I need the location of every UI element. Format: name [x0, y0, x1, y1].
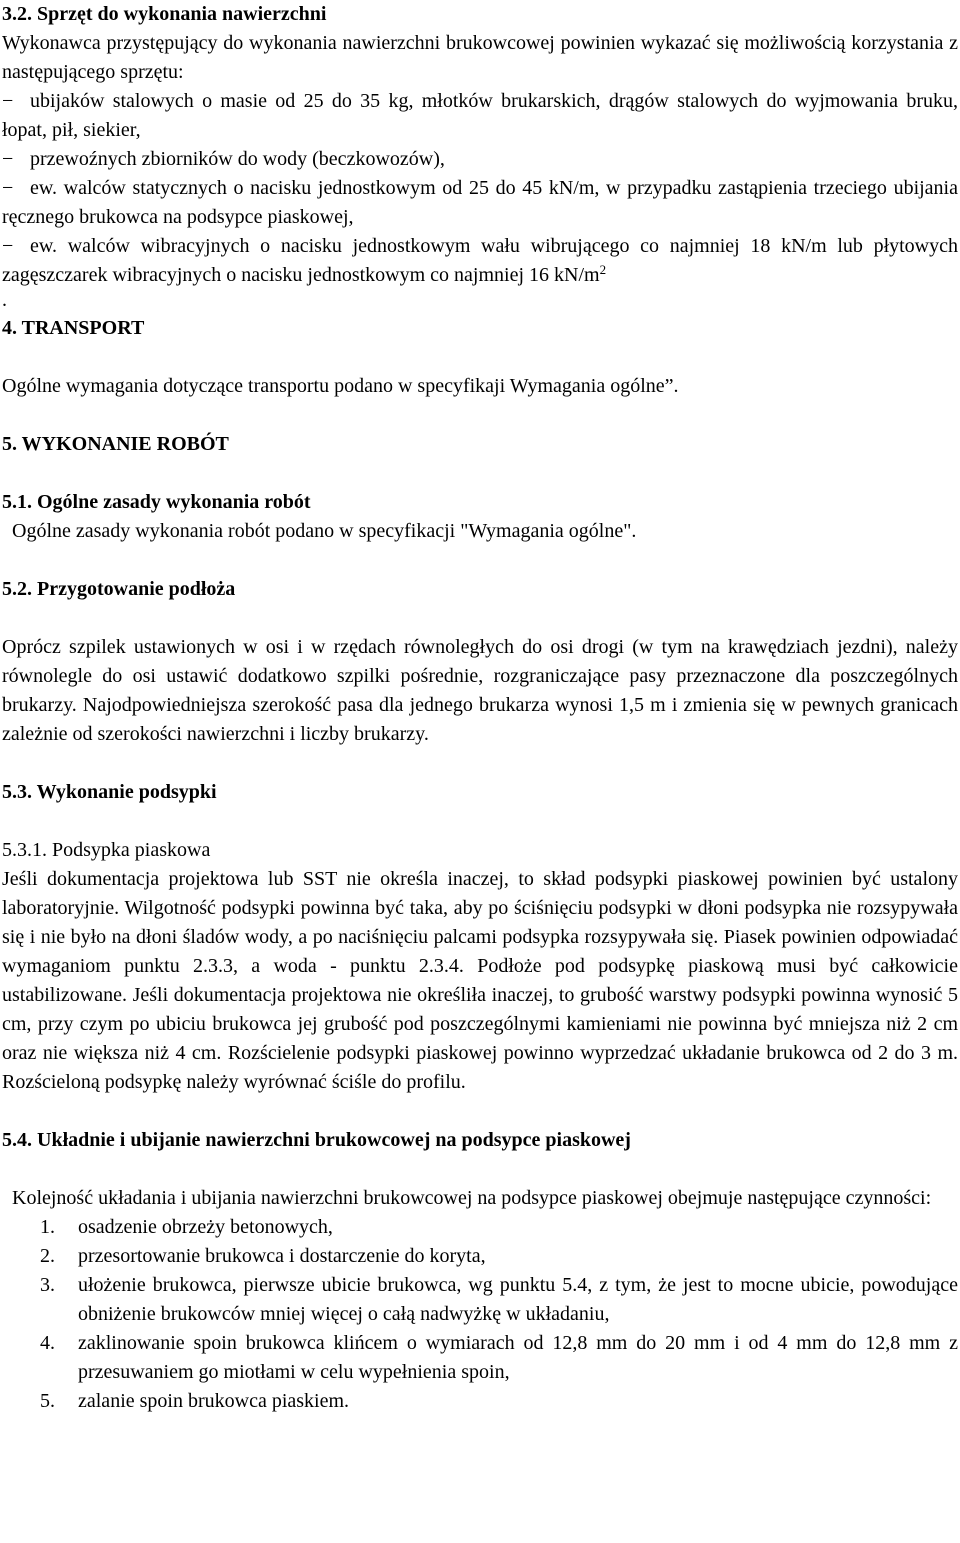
paragraph-subgrade: Oprócz szpilek ustawionych w osi i w rzędach równoległych do osi drogi (w tym na krawędziach jezdni), należy równolegle do osi ustawić dodatkowo szpilki pośrednie, rozgraniczające pasy przeznaczone dla poszczególnych brukarzy. Najodpowiedniejsza szerokość pasa dla jednego brukarza wynosi 1,5 m i zmienia się w pewnych granicach zależnie od szerokości nawierzchni i liczby brukarzy.: [2, 636, 958, 745]
list-item: [2, 1271, 958, 1329]
equipment-item: [2, 145, 958, 174]
step-number: 1.: [40, 1216, 55, 1238]
equipment-item-text: ubijaków stalowych o masie od 25 do 35 kg, młotków brukarskich, drągów stalowych do wyjmowania bruku, łopat, pił, siekier,: [2, 90, 958, 141]
equipment-item: [2, 87, 958, 145]
step-number: 3.: [40, 1274, 55, 1296]
step-text: zalanie spoin brukowca piaskiem.: [78, 1390, 350, 1412]
dash-bullet: −: [2, 90, 14, 112]
spacer: [2, 546, 958, 575]
equipment-item: [2, 232, 958, 290]
heading-5: 5. WYKONANIE ROBÓT: [2, 433, 229, 455]
equipment-item-text: ew. walców statycznych o nacisku jednostkowym od 25 do 45 kN/m, w przypadku zastąpienia trzeciego ubijania ręcznego brukowca na podsypce piaskowej,: [2, 177, 958, 228]
superscript: 2: [599, 262, 607, 277]
steps-list: [2, 1213, 958, 1416]
dash-bullet: −: [2, 148, 14, 170]
list-item: [2, 1213, 958, 1242]
equipment-item-text: przewoźnych zbiorników do wody (beczkowozów),: [30, 148, 445, 170]
heading-5-2: 5.2. Przygotowanie podłoża: [2, 578, 236, 600]
step-text: zaklinowanie spoin brukowca klińcem o wymiarach od 12,8 mm do 20 mm i od 4 mm do 12,8 mm z przesuwaniem go miotłami w celu wypełnienia spoin,: [78, 1332, 958, 1383]
step-text: ułożenie brukowca, pierwsze ubicie brukowca, wg punktu 5.4, z tym, że jest to mocne ubicie, powodujące obniżenie brukowców mniej więcej o całą nadwyżkę w układaniu,: [78, 1274, 958, 1325]
step-number: 5.: [40, 1390, 55, 1412]
paragraph-general-rules: Ogólne zasady wykonania robót podano w specyfikacji "Wymagania ogólne".: [12, 520, 637, 542]
spacer: [2, 401, 958, 430]
paragraph-transport: Ogólne wymagania dotyczące transportu podano w specyfikaji Wymagania ogólne”.: [2, 375, 679, 397]
dash-bullet: −: [2, 177, 14, 199]
dash-bullet: −: [2, 235, 14, 257]
step-number: 4.: [40, 1332, 55, 1354]
heading-3-2: 3.2. Sprzęt do wykonania nawierzchni: [2, 3, 327, 25]
paragraph-laying-intro: Kolejność układania i ubijania nawierzchni brukowcowej na podsypce piaskowej obejmuje następujące czynności:: [12, 1187, 932, 1209]
heading-4: 4. TRANSPORT: [2, 317, 145, 339]
heading-5-4: 5.4. Układnie i ubijanie nawierzchni brukowcowej na podsypce piaskowej: [2, 1129, 631, 1151]
paragraph-equipment-intro: Wykonawca przystępujący do wykonania nawierzchni brukowcowej powinien wykazać się możliwością korzystania z następującego sprzętu:: [2, 32, 958, 83]
spacer: [2, 343, 958, 372]
spacer: [2, 749, 958, 778]
list-item: [2, 1387, 958, 1416]
step-number: 2.: [40, 1245, 55, 1267]
trailing-dot: .: [2, 289, 7, 311]
spacer: [2, 604, 958, 633]
spacer: [2, 1097, 958, 1126]
list-item: [2, 1329, 958, 1387]
paragraph-sand-bedding: Jeśli dokumentacja projektowa lub SST nie określa inaczej, to skład podsypki piaskowej powinien być ustalony laboratoryjnie. Wilgotność podsypki powinna być taka, aby po ściśnięciu podsypki w dłoni podsypka nie rozsypywała się i nie było na dłoni śladów wody, a po naciśnięciu palcami podsypka rozsypywała się. Piasek powinien odpowiadać wymaganiom punktu 2.3.3, a woda - punktu 2.3.4. Podłoże pod podsypkę piaskową musi być całkowicie ustabilizowane. Jeśli dokumentacja projektowa nie określiła inaczej, to grubość warstwy podsypki powinna wynosić 5 cm, przy czym po ubiciu brukowca jej grubość pod poszczególnymi kamieniami nie powinna być mniejsza niż 2 cm oraz nie większa niż 4 cm. Rozścielenie podsypki piaskowej powinno wyprzedzać układanie brukowca od 2 do 3 m. Rozścieloną podsypkę należy wyrównać ściśle do profilu.: [2, 868, 958, 1093]
spacer: [2, 1155, 958, 1184]
spacer: [2, 807, 958, 836]
equipment-item: [2, 174, 958, 232]
heading-5-3: 5.3. Wykonanie podsypki: [2, 781, 217, 803]
heading-5-1: 5.1. Ogólne zasady wykonania robót: [2, 491, 311, 513]
list-item: [2, 1242, 958, 1271]
step-text: przesortowanie brukowca i dostarczenie do koryta,: [78, 1245, 486, 1267]
step-text: osadzenie obrzeży betonowych,: [78, 1216, 333, 1238]
subheading-5-3-1: 5.3.1. Podsypka piaskowa: [2, 839, 211, 861]
equipment-item-text: ew. walców wibracyjnych o nacisku jednostkowym wału wibrującego co najmniej 18 kN/m lub płytowych zagęszczarek wibracyjnych o nacisku jednostkowym co najmniej 16 kN/m: [2, 235, 958, 286]
spacer: [2, 459, 958, 488]
